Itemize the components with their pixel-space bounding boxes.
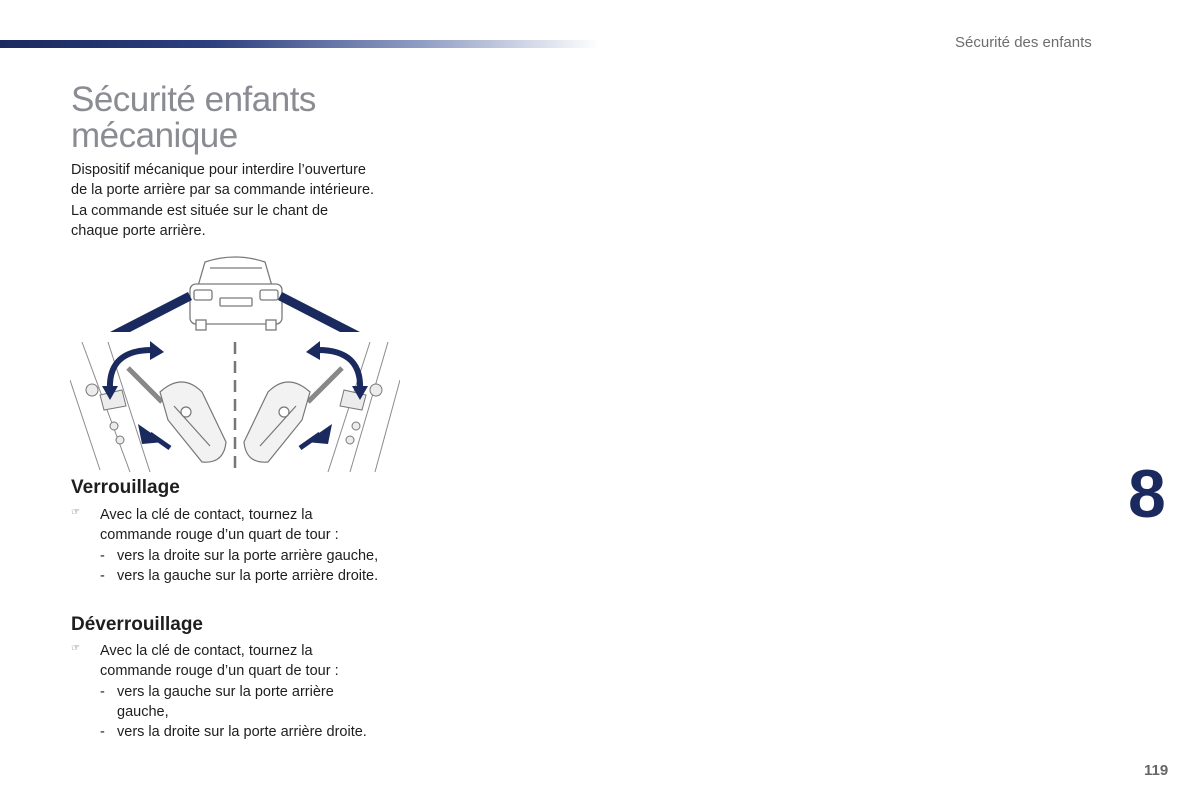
section-heading-deverrouillage: Déverrouillage bbox=[71, 614, 203, 635]
dash-line: vers la gauche sur la porte arrière droite. bbox=[117, 567, 379, 584]
dash-line: vers la droite sur la porte arrière droite. bbox=[117, 724, 367, 741]
bullet-line: commande rouge d’un quart de tour : bbox=[100, 527, 339, 544]
section-body-verrouillage bbox=[71, 505, 411, 586]
dash-marker: - bbox=[100, 724, 105, 741]
push-arrow-left bbox=[138, 424, 170, 448]
pointing-hand-icon: ☞ bbox=[71, 507, 80, 518]
pointer-wedge-left bbox=[110, 292, 192, 332]
dash-line: vers la gauche sur la porte arrière bbox=[117, 683, 334, 700]
bullet-item bbox=[71, 641, 411, 682]
car-key-right bbox=[244, 368, 342, 462]
intro-line: chaque porte arrière. bbox=[71, 222, 206, 239]
page-title-line-1: Sécurité enfants bbox=[71, 80, 316, 119]
pointing-hand-icon: ☞ bbox=[71, 643, 80, 654]
section-heading-verrouillage: Verrouillage bbox=[71, 477, 180, 498]
child-lock-illustration bbox=[70, 250, 400, 472]
chapter-number: 8 bbox=[1128, 456, 1166, 532]
intro-line: de la porte arrière par sa commande intérieure. bbox=[71, 182, 375, 199]
bullet-line: Avec la clé de contact, tournez la bbox=[100, 643, 313, 659]
intro-line: Dispositif mécanique pour interdire l’ouverture bbox=[71, 162, 366, 178]
intro-paragraph bbox=[71, 160, 411, 241]
page-number: 119 bbox=[1144, 762, 1169, 779]
car-rear-view bbox=[190, 257, 282, 330]
dash-item bbox=[71, 546, 411, 566]
bullet-item bbox=[71, 505, 411, 546]
header-accent-bar bbox=[0, 40, 600, 48]
dash-line: gauche, bbox=[117, 703, 169, 720]
dash-item bbox=[71, 566, 411, 586]
bullet-line: commande rouge d’un quart de tour : bbox=[100, 663, 339, 680]
page-title-line-2: mécanique bbox=[71, 116, 238, 155]
dash-line: vers la droite sur la porte arrière gauche, bbox=[117, 547, 379, 564]
section-body-deverrouillage bbox=[71, 641, 411, 742]
running-header: Sécurité des enfants bbox=[955, 34, 1092, 51]
dash-marker: - bbox=[100, 547, 105, 564]
bullet-line: Avec la clé de contact, tournez la bbox=[100, 507, 313, 523]
push-arrow-right bbox=[300, 424, 332, 448]
page-title bbox=[71, 82, 316, 154]
pointer-wedge-right bbox=[278, 292, 360, 332]
dash-item bbox=[71, 722, 411, 742]
dash-item bbox=[71, 682, 411, 723]
dash-marker: - bbox=[100, 567, 105, 584]
intro-line: La commande est située sur le chant de bbox=[71, 202, 329, 219]
dash-marker: - bbox=[100, 683, 105, 700]
